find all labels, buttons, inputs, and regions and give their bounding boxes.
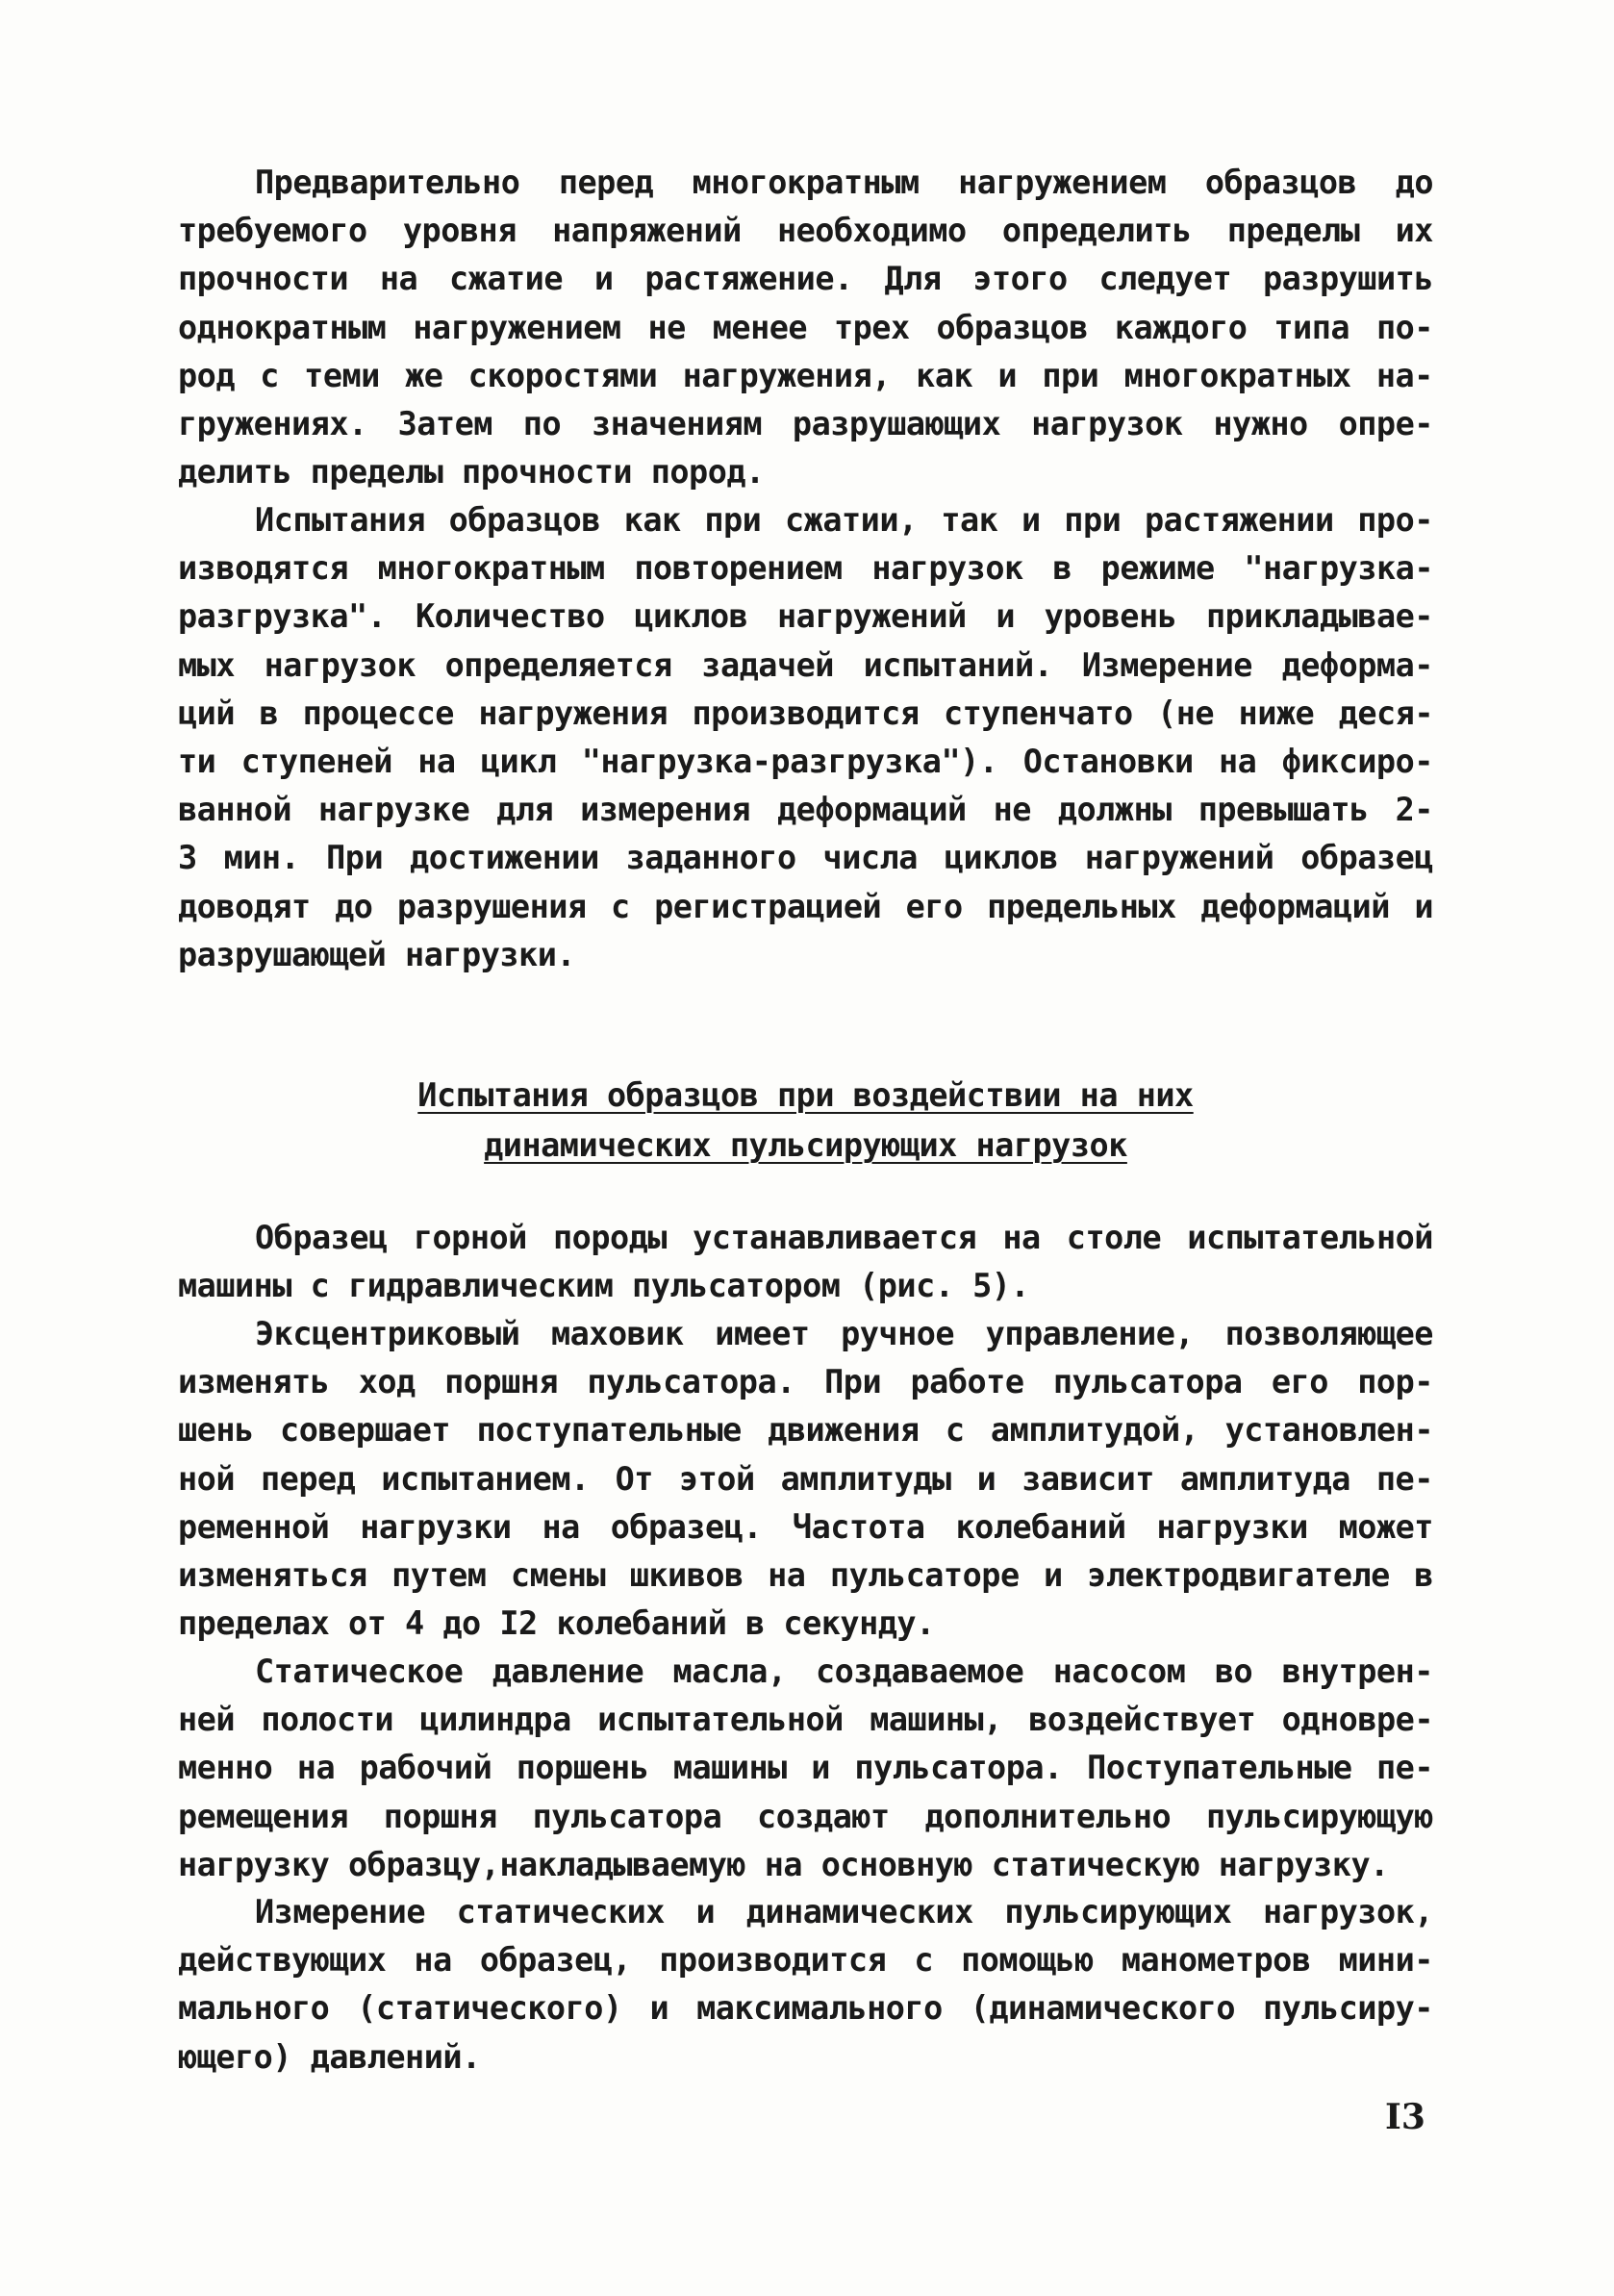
- word: и: [1021, 501, 1041, 539]
- word: пульсаторе: [829, 1555, 1020, 1594]
- word: зависит: [1021, 1459, 1154, 1498]
- word: ти: [178, 742, 216, 780]
- section-heading-line-1: [178, 1071, 1433, 1121]
- word: поршень: [516, 1749, 649, 1787]
- word: так: [941, 501, 998, 539]
- word: его: [905, 887, 963, 925]
- word: амплитуды: [780, 1459, 951, 1498]
- word: нагружений: [1084, 839, 1274, 877]
- word: ручное: [841, 1315, 955, 1352]
- word: на: [1002, 1219, 1041, 1256]
- page-number: I3: [1385, 2097, 1425, 2137]
- word: не: [993, 791, 1031, 829]
- word: его: [1271, 1363, 1328, 1401]
- word: колебаний: [955, 1507, 1126, 1546]
- word: мин.: [223, 839, 300, 877]
- word: разгрузка".: [178, 597, 387, 636]
- word: При: [824, 1363, 882, 1401]
- word: установлен-: [1224, 1411, 1433, 1450]
- word: воздействует: [1028, 1701, 1256, 1739]
- word: мального: [178, 1989, 330, 2028]
- word: Затем: [397, 404, 492, 442]
- word: работе: [910, 1363, 1024, 1401]
- text-line: [178, 352, 1433, 400]
- word: нагружений: [776, 597, 967, 636]
- text-line: [178, 786, 1433, 834]
- word: на: [542, 1507, 580, 1546]
- word: и: [996, 597, 1015, 636]
- word: их: [1395, 212, 1433, 250]
- word: "нагрузка-: [1244, 549, 1433, 588]
- word: и: [695, 1893, 716, 1930]
- word: пределы: [1226, 212, 1360, 250]
- word: типа: [1274, 308, 1350, 346]
- word: и: [1414, 887, 1433, 925]
- text-line: [178, 1744, 1433, 1792]
- text-line: [178, 593, 1433, 641]
- word: режиме: [1100, 549, 1215, 588]
- section-heading-line-2: [178, 1121, 1433, 1171]
- word: при: [1064, 501, 1122, 539]
- word: на: [1218, 742, 1257, 780]
- word: Остановки: [1022, 742, 1194, 780]
- word: задачей: [701, 645, 834, 684]
- word: (не: [1157, 694, 1215, 732]
- word: поршня: [444, 1363, 559, 1401]
- word: пе-: [1375, 1459, 1433, 1498]
- word: помощью: [961, 1941, 1094, 1980]
- word: пе-: [1375, 1749, 1433, 1787]
- text-line: [178, 738, 1433, 786]
- word: прочности: [178, 260, 349, 298]
- word: циклов: [634, 597, 748, 636]
- word: дополнительно: [924, 1797, 1172, 1835]
- word: столе: [1066, 1219, 1162, 1256]
- word: давление: [492, 1653, 644, 1690]
- word: однократным: [178, 308, 387, 346]
- word: сжатие: [449, 260, 564, 298]
- word: деформаций: [776, 791, 967, 829]
- word: менно: [178, 1749, 273, 1787]
- word: деся-: [1338, 694, 1433, 732]
- word: не: [647, 308, 686, 346]
- word: производится: [692, 694, 920, 732]
- word: амплитудой,: [990, 1411, 1199, 1450]
- word: Измерение: [1081, 645, 1252, 684]
- word: ниже: [1238, 694, 1315, 732]
- text-line: [178, 255, 1433, 303]
- word: с: [914, 1941, 934, 1980]
- word: породы: [552, 1219, 667, 1256]
- word: числа: [822, 839, 918, 877]
- word: этой: [678, 1459, 755, 1498]
- word: растяжении: [1144, 501, 1334, 539]
- text-line: [178, 1696, 1433, 1744]
- word: изводятся: [178, 549, 349, 588]
- word: насосом: [1052, 1653, 1186, 1690]
- word: масла,: [672, 1653, 787, 1690]
- word: полости: [261, 1701, 394, 1739]
- word: определить: [1001, 212, 1192, 250]
- heading-text: Испытания образцов при воздействии на них: [417, 1076, 1194, 1114]
- word: может: [1338, 1507, 1433, 1546]
- word: и: [997, 356, 1018, 394]
- word: доводят: [178, 887, 311, 925]
- word: шень: [178, 1411, 254, 1450]
- word: многократным: [377, 549, 605, 588]
- word: при: [1042, 356, 1099, 394]
- word: пор-: [1357, 1363, 1433, 1401]
- word: движения: [768, 1411, 920, 1450]
- word: Испытания: [255, 501, 426, 539]
- word: 3: [178, 839, 197, 877]
- word: маховик: [550, 1315, 684, 1352]
- word: амплитуда: [1179, 1459, 1350, 1498]
- word: и: [1044, 1555, 1063, 1594]
- text-line: [178, 883, 1433, 931]
- paragraph-load-measurement: [178, 1888, 1433, 2082]
- word: испытательной: [1187, 1219, 1433, 1256]
- word: как: [623, 501, 681, 539]
- word: нагрузок: [264, 645, 416, 684]
- word: манометров: [1121, 1941, 1311, 1980]
- word: достижении: [410, 839, 599, 877]
- text-line: [178, 1406, 1433, 1454]
- word: напряжений: [552, 212, 742, 250]
- text-line: [178, 1552, 1433, 1600]
- word: и: [649, 1989, 669, 2028]
- word: многократных: [1123, 356, 1351, 394]
- word: электродвигателе: [1087, 1555, 1390, 1594]
- word: в: [259, 694, 279, 732]
- paragraph-eccentric-flywheel: [178, 1310, 1433, 1648]
- word: (динамического: [970, 1989, 1236, 2028]
- word: шкивов: [629, 1555, 744, 1594]
- word: 2-: [1395, 791, 1433, 829]
- word: нагрузок: [871, 549, 1023, 588]
- word: на-: [1375, 356, 1433, 394]
- word: Поступательные: [1087, 1749, 1352, 1787]
- word: нагрузок: [1031, 404, 1183, 442]
- word: в: [1052, 549, 1072, 588]
- word: испытанием.: [381, 1459, 590, 1498]
- word: деформаций: [1200, 887, 1390, 925]
- word: скоростями: [467, 356, 658, 394]
- word: образцов: [1204, 164, 1357, 201]
- word: до: [335, 887, 373, 925]
- word: в: [1414, 1555, 1433, 1594]
- word: сжатии,: [784, 501, 918, 539]
- word: опре-: [1338, 404, 1433, 442]
- word: действующих: [178, 1941, 387, 1980]
- paragraph-sample-placement: [178, 1214, 1433, 1310]
- word: процессе: [302, 694, 454, 732]
- text-line: [178, 496, 1433, 544]
- text-line: [178, 690, 1433, 738]
- word: определяется: [444, 645, 672, 684]
- word: мых: [178, 645, 236, 684]
- word: Предварительно: [255, 164, 520, 201]
- word: же: [405, 356, 443, 394]
- text-line: [178, 159, 1433, 207]
- word: ней: [178, 1701, 236, 1739]
- word: ременной: [178, 1507, 330, 1546]
- word: нагружения: [478, 694, 668, 732]
- text-line: [178, 834, 1433, 882]
- word: внутрен-: [1281, 1653, 1433, 1690]
- word: фиксиро-: [1281, 742, 1433, 780]
- word: цикл: [480, 742, 557, 780]
- word: поступательные: [476, 1411, 742, 1450]
- word: машины,: [870, 1701, 1002, 1739]
- text-line: [178, 304, 1433, 352]
- word: уровня: [402, 212, 517, 250]
- word: максимального: [696, 1989, 943, 2028]
- word: имеет: [715, 1315, 810, 1352]
- word: статических: [456, 1893, 665, 1930]
- word: поршня: [383, 1797, 497, 1835]
- word: изменяться: [178, 1555, 367, 1594]
- word: разрушения: [396, 887, 587, 925]
- word: с: [611, 887, 630, 925]
- word: по: [522, 404, 562, 442]
- word: нагрузке: [317, 791, 470, 829]
- word: Эксцентриковый: [255, 1315, 520, 1352]
- text-line: ющего) давлений.: [178, 2037, 481, 2076]
- word: и: [593, 260, 614, 298]
- word: как: [916, 356, 973, 394]
- text-line: пределах от 4 до I2 колебаний в секунду.: [178, 1604, 935, 1643]
- word: "нагрузка-разгрузка").: [581, 742, 998, 780]
- paragraph-static-pressure: [178, 1648, 1433, 1889]
- word: во: [1214, 1653, 1253, 1690]
- word: на: [414, 1941, 452, 1980]
- word: растяжение.: [644, 260, 853, 298]
- word: регистрацией: [654, 887, 882, 925]
- word: на: [417, 742, 456, 780]
- word: динамических: [745, 1893, 973, 1930]
- text-line: [178, 1310, 1433, 1358]
- word: и: [811, 1749, 830, 1787]
- word: при: [704, 501, 762, 539]
- section-heading: [178, 1071, 1433, 1171]
- text-line: [178, 1455, 1433, 1503]
- word: пульсирующую: [1205, 1797, 1433, 1835]
- word: нагружения,: [682, 356, 891, 394]
- heading-text: динамических пульсирующих нагрузок: [484, 1126, 1127, 1164]
- word: мини-: [1338, 1941, 1433, 1980]
- word: (статического): [357, 1989, 622, 2028]
- word: изменять: [178, 1363, 330, 1401]
- word: ной: [178, 1459, 236, 1498]
- word: для: [496, 791, 554, 829]
- text-line: [178, 1793, 1433, 1841]
- text-line: [178, 1358, 1433, 1406]
- word: пульсатора.: [587, 1363, 795, 1401]
- text-line: разрушающей нагрузки.: [178, 935, 576, 973]
- word: трех: [833, 308, 910, 346]
- word: При: [326, 839, 384, 877]
- word: От: [615, 1459, 653, 1498]
- word: горной: [413, 1219, 527, 1256]
- word: ход: [358, 1363, 416, 1401]
- word: перед: [260, 1459, 356, 1498]
- word: этого: [972, 260, 1068, 298]
- word: Частота: [792, 1507, 925, 1546]
- word: смены: [510, 1555, 606, 1594]
- word: должны: [1057, 791, 1172, 829]
- word: теми: [304, 356, 380, 394]
- text-line: делить пределы прочности пород.: [178, 453, 765, 492]
- word: пульсатора: [1052, 1363, 1243, 1401]
- word: испытательной: [597, 1701, 844, 1739]
- word: необходимо: [776, 212, 967, 250]
- word: род: [178, 356, 236, 394]
- word: уровень: [1044, 597, 1177, 636]
- word: по-: [1375, 308, 1433, 346]
- word: ций: [178, 694, 236, 732]
- word: значениям: [592, 404, 763, 442]
- word: путем: [391, 1555, 487, 1594]
- text-line: нагрузку образцу,накладываемую на основную статическую нагрузку.: [178, 1845, 1389, 1883]
- word: пульсиру-: [1262, 1989, 1433, 2028]
- word: заданного: [625, 839, 796, 877]
- word: образцов: [936, 308, 1088, 346]
- word: нагрузок,: [1262, 1893, 1433, 1930]
- word: позволяющее: [1224, 1315, 1433, 1352]
- word: образец: [1300, 839, 1433, 877]
- text-line: [178, 1503, 1433, 1552]
- text-line: [178, 1648, 1433, 1696]
- word: образец.: [610, 1507, 763, 1546]
- word: нужно: [1213, 404, 1308, 442]
- word: превышать: [1198, 791, 1369, 829]
- word: на: [768, 1555, 806, 1594]
- word: пульсатора: [532, 1797, 722, 1835]
- word: нагружением: [958, 164, 1167, 201]
- word: устанавливается: [693, 1219, 977, 1256]
- word: менее: [712, 308, 808, 346]
- word: Измерение: [255, 1893, 426, 1930]
- word: прикладывае-: [1205, 597, 1433, 636]
- word: с: [945, 1411, 965, 1450]
- word: Для: [884, 260, 942, 298]
- word: на: [379, 260, 418, 298]
- text-line: [178, 207, 1433, 255]
- word: нагрузки: [360, 1507, 512, 1546]
- text-line: [178, 642, 1433, 690]
- word: разрушающих: [792, 404, 1001, 442]
- word: нагружением: [413, 308, 621, 346]
- word: создаваемое: [815, 1653, 1024, 1690]
- word: образец,: [479, 1941, 632, 1980]
- word: циклов: [944, 839, 1058, 877]
- word: совершает: [280, 1411, 451, 1450]
- word: одновре-: [1281, 1701, 1433, 1739]
- word: измерения: [580, 791, 751, 829]
- word: на: [296, 1749, 336, 1787]
- word: деформа-: [1281, 645, 1433, 684]
- word: цилиндра: [419, 1701, 571, 1739]
- word: разрушить: [1262, 260, 1433, 298]
- word: пульсирующих: [1004, 1893, 1232, 1930]
- word: повторением: [634, 549, 843, 588]
- word: образцов: [448, 501, 601, 539]
- word: про-: [1357, 501, 1433, 539]
- word: перед: [558, 164, 654, 201]
- word: Образец: [255, 1219, 388, 1256]
- text-line: машины с гидравлическим пульсатором (рис. 5).: [178, 1267, 1030, 1305]
- word: рабочий: [359, 1749, 492, 1787]
- text-line: [178, 1214, 1433, 1262]
- text-line: [178, 1888, 1433, 1936]
- text-line: [178, 544, 1433, 593]
- word: Статическое: [255, 1653, 464, 1690]
- word: требуемого: [178, 212, 367, 250]
- text-line: [178, 1936, 1433, 1984]
- word: пульсатора.: [854, 1749, 1063, 1787]
- word: с: [260, 356, 279, 394]
- word: ступенчато: [943, 694, 1133, 732]
- word: ванной: [178, 791, 292, 829]
- word: до: [1395, 164, 1433, 201]
- word: гружениях.: [178, 404, 367, 442]
- paragraph-cyclic-testing: [178, 496, 1433, 979]
- word: многократным: [692, 164, 920, 201]
- word: нагрузки: [1156, 1507, 1308, 1546]
- word: испытаний.: [863, 645, 1053, 684]
- word: предельных: [987, 887, 1176, 925]
- word: Количество: [416, 597, 605, 636]
- word: следует: [1098, 260, 1232, 298]
- word: ступеней: [240, 742, 392, 780]
- word: создают: [757, 1797, 890, 1835]
- word: каждого: [1114, 308, 1248, 346]
- word: производится: [659, 1941, 887, 1980]
- text-line: [178, 1984, 1433, 2032]
- text-line: [178, 400, 1433, 448]
- paragraph-preliminary-strength: [178, 159, 1433, 496]
- word: управление,: [985, 1315, 1195, 1352]
- word: машины: [672, 1749, 787, 1787]
- word: и: [976, 1459, 996, 1498]
- word: ремещения: [178, 1797, 349, 1835]
